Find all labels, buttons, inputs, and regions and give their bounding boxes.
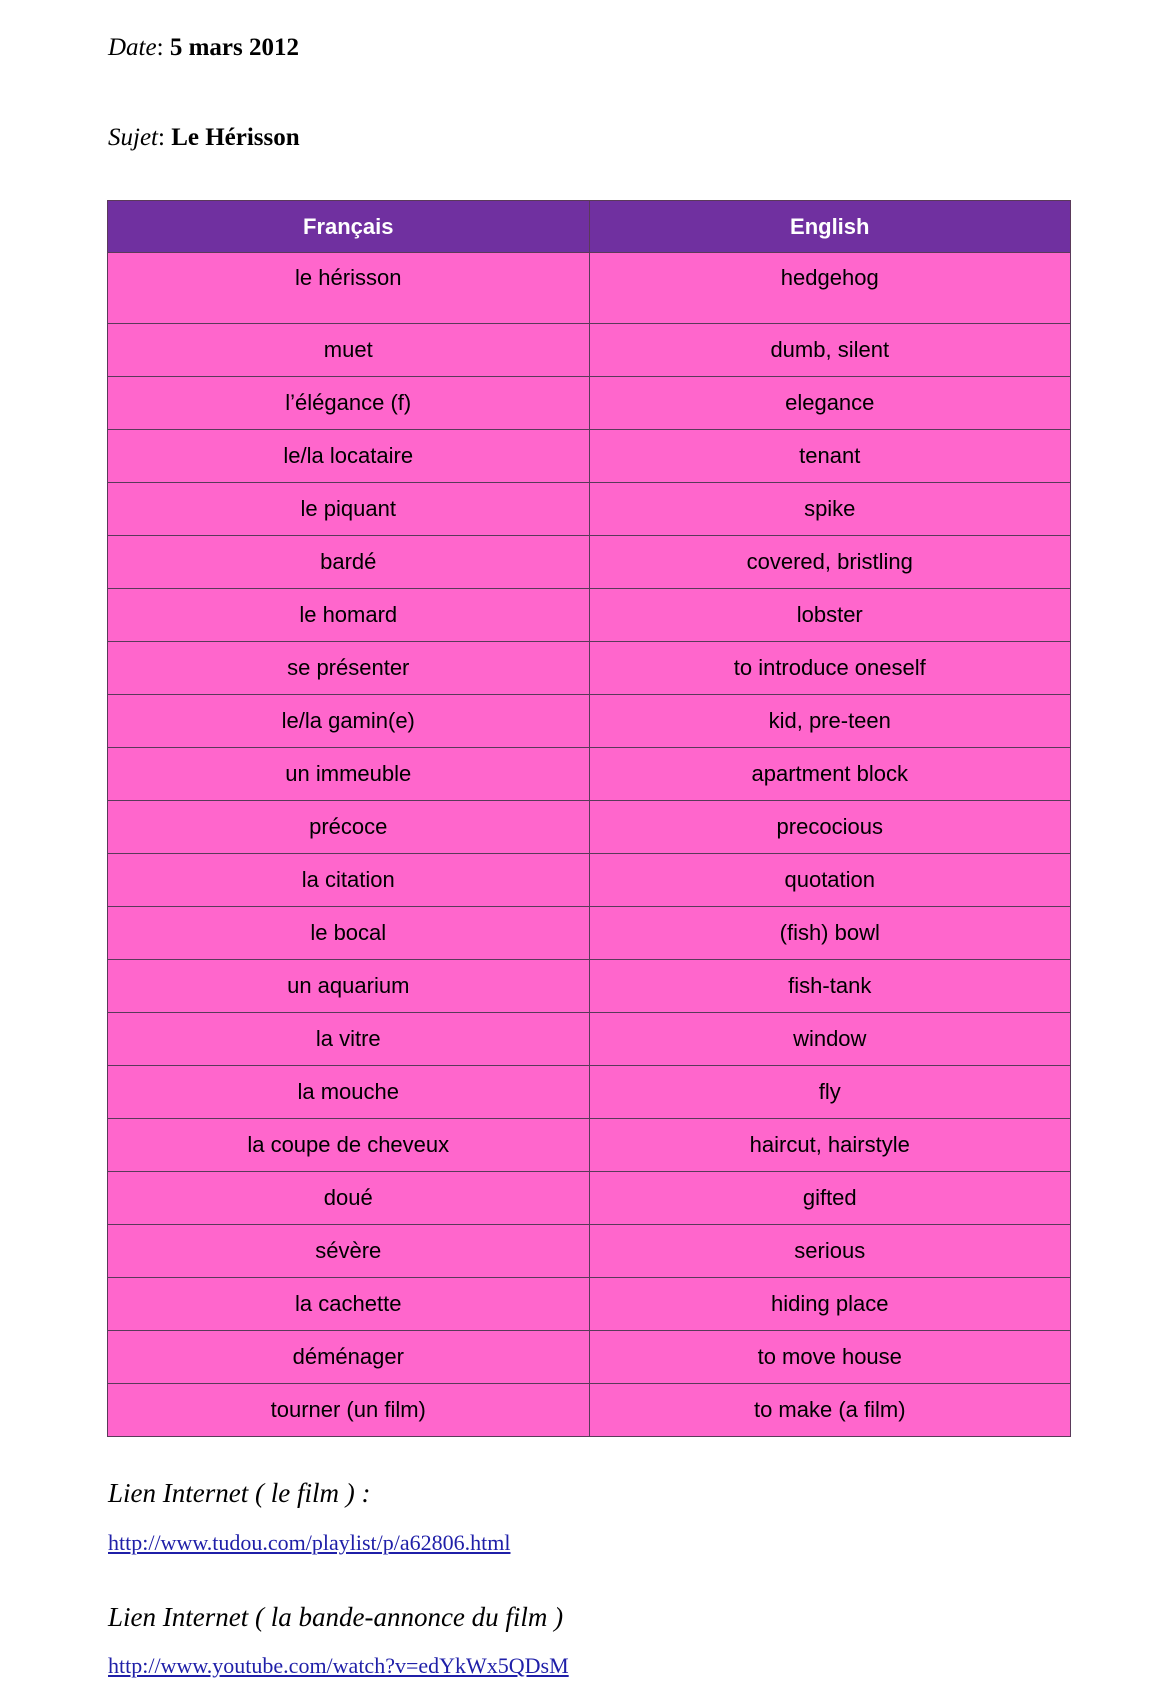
film-link[interactable]: http://www.tudou.com/playlist/p/a62806.html	[108, 1530, 511, 1555]
table-row	[108, 1119, 1071, 1172]
vocabulary-table	[107, 200, 1071, 1437]
french-term-cell: la coupe de cheveux	[108, 1119, 590, 1172]
english-term-cell: quotation	[589, 854, 1071, 907]
table-row	[108, 642, 1071, 695]
english-term-cell: to move house	[589, 1331, 1071, 1384]
french-term-cell: la citation	[108, 854, 590, 907]
table-row	[108, 1278, 1071, 1331]
film-link-heading: Lien Internet ( le film ) :	[108, 1478, 371, 1508]
english-term-cell: haircut, hairstyle	[589, 1119, 1071, 1172]
table-header-row	[108, 201, 1071, 253]
english-term-cell: fish-tank	[589, 960, 1071, 1013]
french-term-cell: le/la locataire	[108, 430, 590, 483]
french-term-cell: un aquarium	[108, 960, 590, 1013]
french-term-cell: le piquant	[108, 483, 590, 536]
date-value: 5 mars 2012	[169, 34, 299, 61]
table-row	[108, 907, 1071, 960]
english-term-cell: spike	[589, 483, 1071, 536]
english-term-cell: covered, bristling	[589, 536, 1071, 589]
english-term-cell: kid, pre-teen	[589, 695, 1071, 748]
table-row	[108, 1013, 1071, 1066]
french-term-cell: tourner (un film)	[108, 1384, 590, 1437]
french-term-cell: le/la gamin(e)	[108, 695, 590, 748]
french-term-cell: le homard	[108, 589, 590, 642]
english-term-cell: lobster	[589, 589, 1071, 642]
table-row	[108, 483, 1071, 536]
english-term-cell: fly	[589, 1066, 1071, 1119]
subject-label: Sujet	[108, 124, 158, 151]
table-row	[108, 801, 1071, 854]
english-term-cell: to introduce oneself	[589, 642, 1071, 695]
english-term-cell: (fish) bowl	[589, 907, 1071, 960]
table-row	[108, 377, 1071, 430]
subject-value: Le Hérisson	[171, 124, 300, 151]
french-term-cell: la mouche	[108, 1066, 590, 1119]
trailer-link[interactable]: http://www.youtube.com/watch?v=edYkWx5QDsM	[108, 1653, 569, 1678]
french-term-cell: doué	[108, 1172, 590, 1225]
date-label: Date	[108, 34, 157, 61]
french-term-cell: bardé	[108, 536, 590, 589]
table-row	[108, 1384, 1071, 1437]
table-row	[108, 695, 1071, 748]
english-term-cell: precocious	[589, 801, 1071, 854]
table-row	[108, 748, 1071, 801]
table-row	[108, 324, 1071, 377]
english-term-cell: elegance	[589, 377, 1071, 430]
subject-line: Sujet: Le Hérisson	[108, 124, 300, 151]
french-term-cell: la cachette	[108, 1278, 590, 1331]
french-term-cell: muet	[108, 324, 590, 377]
french-term-cell: le bocal	[108, 907, 590, 960]
table-row	[108, 854, 1071, 907]
table-row	[108, 589, 1071, 642]
english-term-cell: serious	[589, 1225, 1071, 1278]
english-term-cell: to make (a film)	[589, 1384, 1071, 1437]
french-term-cell: sévère	[108, 1225, 590, 1278]
english-term-cell: tenant	[589, 430, 1071, 483]
english-term-cell: dumb, silent	[589, 324, 1071, 377]
table-row	[108, 1172, 1071, 1225]
french-term-cell: déménager	[108, 1331, 590, 1384]
french-term-cell: précoce	[108, 801, 590, 854]
trailer-link-heading: Lien Internet ( la bande-annonce du film )	[108, 1602, 564, 1632]
table-row	[108, 1331, 1071, 1384]
french-term-cell: se présenter	[108, 642, 590, 695]
english-term-cell: hedgehog	[589, 253, 1071, 324]
english-term-cell: gifted	[589, 1172, 1071, 1225]
table-row	[108, 1225, 1071, 1278]
french-term-cell: l’élégance (f)	[108, 377, 590, 430]
english-term-cell: apartment block	[589, 748, 1071, 801]
french-term-cell: la vitre	[108, 1013, 590, 1066]
date-line: Date: 5 mars 2012	[108, 34, 299, 61]
french-term-cell: un immeuble	[108, 748, 590, 801]
table-row	[108, 253, 1071, 324]
table-row	[108, 430, 1071, 483]
vocabulary-table-body	[108, 253, 1071, 1437]
column-header-english: English	[589, 201, 1071, 253]
french-term-cell: le hérisson	[108, 253, 590, 324]
column-header-french: Français	[108, 201, 590, 253]
table-row	[108, 1066, 1071, 1119]
english-term-cell: hiding place	[589, 1278, 1071, 1331]
english-term-cell: window	[589, 1013, 1071, 1066]
table-row	[108, 536, 1071, 589]
table-row	[108, 960, 1071, 1013]
